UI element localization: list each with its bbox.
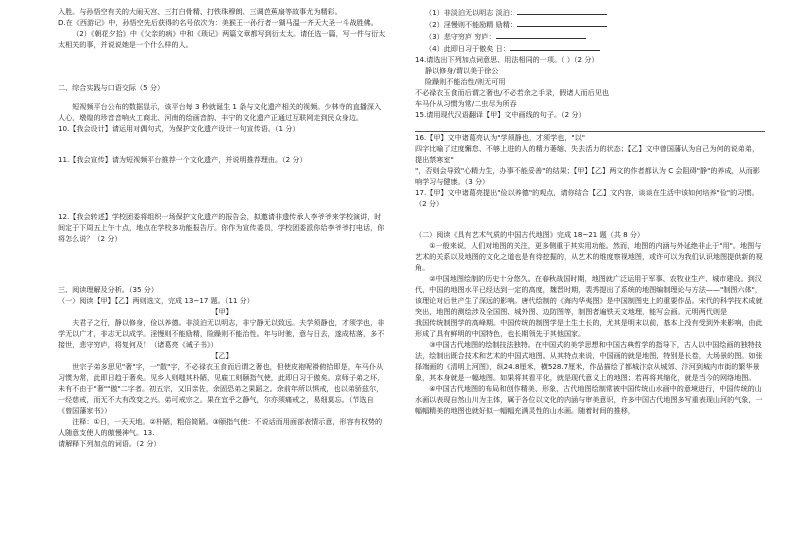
question-16-b: 四字比喻了过度懈怠、不够上进的人的精力萎缩、失去活力的状态；【乙】文中曾国藩认为自己为何的说弟弟，提出禁寒室" bbox=[415, 144, 760, 164]
question-15: 15.请用现代汉语翻译【甲】文中画线的句子。（2 分） bbox=[415, 110, 586, 119]
passage-jia: 夫君子之行，静以修身，俭以养德。非淡泊无以明志，非宁静无以致远。夫学须静也，才须学也，非学无以广才，非志无以成学。淫慢则不能励精，险躁则不能治性。年与时驰，意与日去，遂成枯落，多不接世，悲守穷庐，将复何及！（诸葛亮《诫子书》） bbox=[58, 318, 385, 349]
question-14: 14.请选出下列加点词意思、用法相同的一项。（ ）（2 分） bbox=[415, 55, 599, 64]
q14-option-b: 险躁则不能治性/则无可用 bbox=[425, 77, 506, 86]
q13-item-3: （3）悲守穷庐 穷庐： bbox=[415, 30, 765, 42]
question-16-c: "，否则会导致"心精力生，办事不能妥善"的结果；【甲】【乙】两文的作者都认为 C 会阻碍"静"的养成，从而影响学习与健康。（3 分） bbox=[415, 166, 760, 186]
passage-yi: 世宗子弟多思见"奢"字，一"散"字，不必禄衣玉食而后谓之奢也，但使皮袍呢褂俯拾即是，车马仆从习惯为常，此即日趋于奢矣。见乡人则嗤其朴陋，见雇工则颐指气使，此即日习于傲矣。京师子弟之坏，未有不由于"奢""傲"二字者。初五宗，又旧亲佐，余固恐弟之果蹈之。余前年所以惧戒，也以弟骄兹尔，一经慈戒，而无不大有改变之兴。弟可戒宗之。果在宜乎之静气，尔亦须痛戒之，易细莫忘。（节选自《曾国藩家书》） bbox=[58, 362, 385, 415]
continued-option-c: 入胜。与孙悟空有关的大闹天宫、三打白骨精、打铁珠穆朗、三调芭蕉扇等故事尤为精彩。 bbox=[58, 7, 342, 16]
answer-blank[interactable] bbox=[517, 18, 607, 27]
question-10: 10.【我会设计】请运用对偶句式，为保护文化遗产设计一句宣传语。（1 分） bbox=[58, 124, 300, 133]
section-2-intro: 短视频平台公布的数据显示，该平台每 3 秒就诞生 1 条与文化遗产相关的视频。少林寺的直播深入人心，墩煌的珍音音响火工商北、河南的绘画音韵、丰宁的文化遗产正通过互联网走到民众身边。 bbox=[58, 102, 382, 122]
q14-option-a: 静以修身/谓以美于徐公 bbox=[425, 66, 499, 75]
question-17: 17.【甲】文中诸葛亮提出"俭以养德"的观点，请你结合【乙】文内容，谈谈在生活中该如何培养"俭"的习惯。（2 分） bbox=[415, 188, 759, 208]
passage-yi-label: 【乙】 bbox=[211, 351, 233, 360]
paragraph-3: ③中国古代地图的绘制技法独特。在中国式的美学思想和中国古典哲学的指导下，古人以中国绘画的独特技法，绘制出既合技术和艺术的中国式地图。从其特点来说，中国画的就是地图，特别是长卷，大场景的图。如张择端画的《清明上河图》，纵24.8厘米，横528.7厘米，作品描绘了都城汴京从城郊、汴河到城内市街的繁华景象，其本身就是一幅地图。如果将其看平化，就是现代意义上的地图；若再将其缩化，就是当今的网络地图。 bbox=[415, 340, 763, 382]
answer-blank[interactable] bbox=[517, 6, 607, 15]
answer-blank[interactable] bbox=[496, 30, 586, 39]
paragraph-4: ④中国古代地图的布局和创作精美、形象，古代地图绘制常被中国传统山水画中的意境进行，中国传统的山水画以表现自然山川为主体，属于各位以文化的内涵与审美意识，许多中国古代地图多写重表现山河的气象，一幅幅精美的地图也就好似一幅幅充满灵性的山水画。随着时间的推移， bbox=[415, 384, 763, 415]
q14-option-d: 车马仆从习惯为常/二虫尽为所吞 bbox=[415, 99, 517, 108]
section-2-reading-title: （二）阅读《具有艺术气质的中国古代地图》完成 18~21 题（共 8 分） bbox=[415, 230, 645, 239]
left-column bbox=[58, 6, 386, 449]
paragraph-2: ②中国地图绘制的历史十分悠久。在春秋战国时期，地图就广泛运用于军事、农牧业生产、城市建设。到汉代，中国的地图水平已经达到一定的高度，魏晋时期，裴秀提出了系统的地图编制理论与方法——"制图六体"，该理论对后世产生了深远的影响。唐代绘制的《海内华夷图》是中国制图史上的重要作品。宋代的科学技术成就突出，地图的测绘涉及全国图、城外图、边防图等，制图者遍铁天文地理，能写会画。元明两代则是 bbox=[415, 274, 763, 316]
passage-jia-label: 【甲】 bbox=[211, 307, 233, 316]
answer-line[interactable] bbox=[415, 120, 765, 132]
passage-notes: 注释：①日，一天天地。②朴陋，粗俗简陋。③颐指气使：不说话而用面部表情示意，形容有权势的人随意支使人的傲慢神气。13. bbox=[58, 417, 383, 437]
question-11: 11.【我会宣传】请为短视频平台推荐一个文化遗产，并说明推荐理由。（2 分） bbox=[58, 155, 307, 164]
answer-blank[interactable] bbox=[510, 42, 600, 51]
paragraph-1: ①一般来说，人们对地图的关注，更多侧重于其实用功能。然而，地图的内涵与外延绝非止于"用"。地图与艺术的关系以及地图的文化之道也是有待挖掘的，从艺术的维度察视地图，或许可以为我们认识地图提供新的视角。 bbox=[415, 241, 763, 272]
question-9-2: （2）《朝花夕拾》中《父亲的病》中和《琐记》两篇文章都写到衍太太。请任选一篇，写一件与衍太太相关的事，并说说她是一个什么样的人。 bbox=[58, 29, 386, 49]
paragraph-2-cont: 我国传统制图学的高峰期。中国传统的制图学是土生土长的，尤其是明末以前，基本上没有受到外来影响，由此形成了具有鲜明的中国特色，也长期领先于其他国家。 bbox=[415, 318, 763, 338]
option-d: D.在《西游记》中，孙悟空先后获得的名号依次为：美猴王一孙行者一猢马温一齐天大圣一斗战胜佛。 bbox=[58, 18, 378, 27]
q14-option-c: 不必禄衣玉食而后谓之奢也/不必若余之手录，假诸人而后见也 bbox=[415, 88, 609, 97]
question-13: 请解释下列加点的词语。（2 分） bbox=[58, 439, 161, 448]
q13-item-4: （4）此即日习于傲矣 日： bbox=[415, 42, 765, 54]
question-12: 12.【我会转述】学校团委将组织一场保护文化遗产的报告会，拟邀请非遗传承人李爷爷来学校演讲，时间定于下周五上午十点，地点在学校多功能报告厅。你作为宣传委员，学校团委派你给李爷爷打电话，你将怎么说？（2 分） bbox=[58, 212, 385, 243]
section-2-title: 二、综合实践与口语交际（5 分） bbox=[58, 83, 165, 92]
right-column bbox=[415, 6, 765, 416]
section-3-title: 三、阅读理解及分析。（35 分） bbox=[58, 285, 158, 294]
question-16-a: 16.【甲】文中诸葛亮认为"学须静也，才须学也，"以" bbox=[415, 133, 586, 142]
section-3-sub: （一）阅读【甲】【乙】两则选文，完成 13~17 题。（11 分） bbox=[58, 296, 254, 305]
q13-item-1: （1）非淡泊无以明志 淡泊： bbox=[415, 6, 765, 18]
q13-item-2: （2）淫慢则不能励精 励精： bbox=[415, 18, 765, 30]
